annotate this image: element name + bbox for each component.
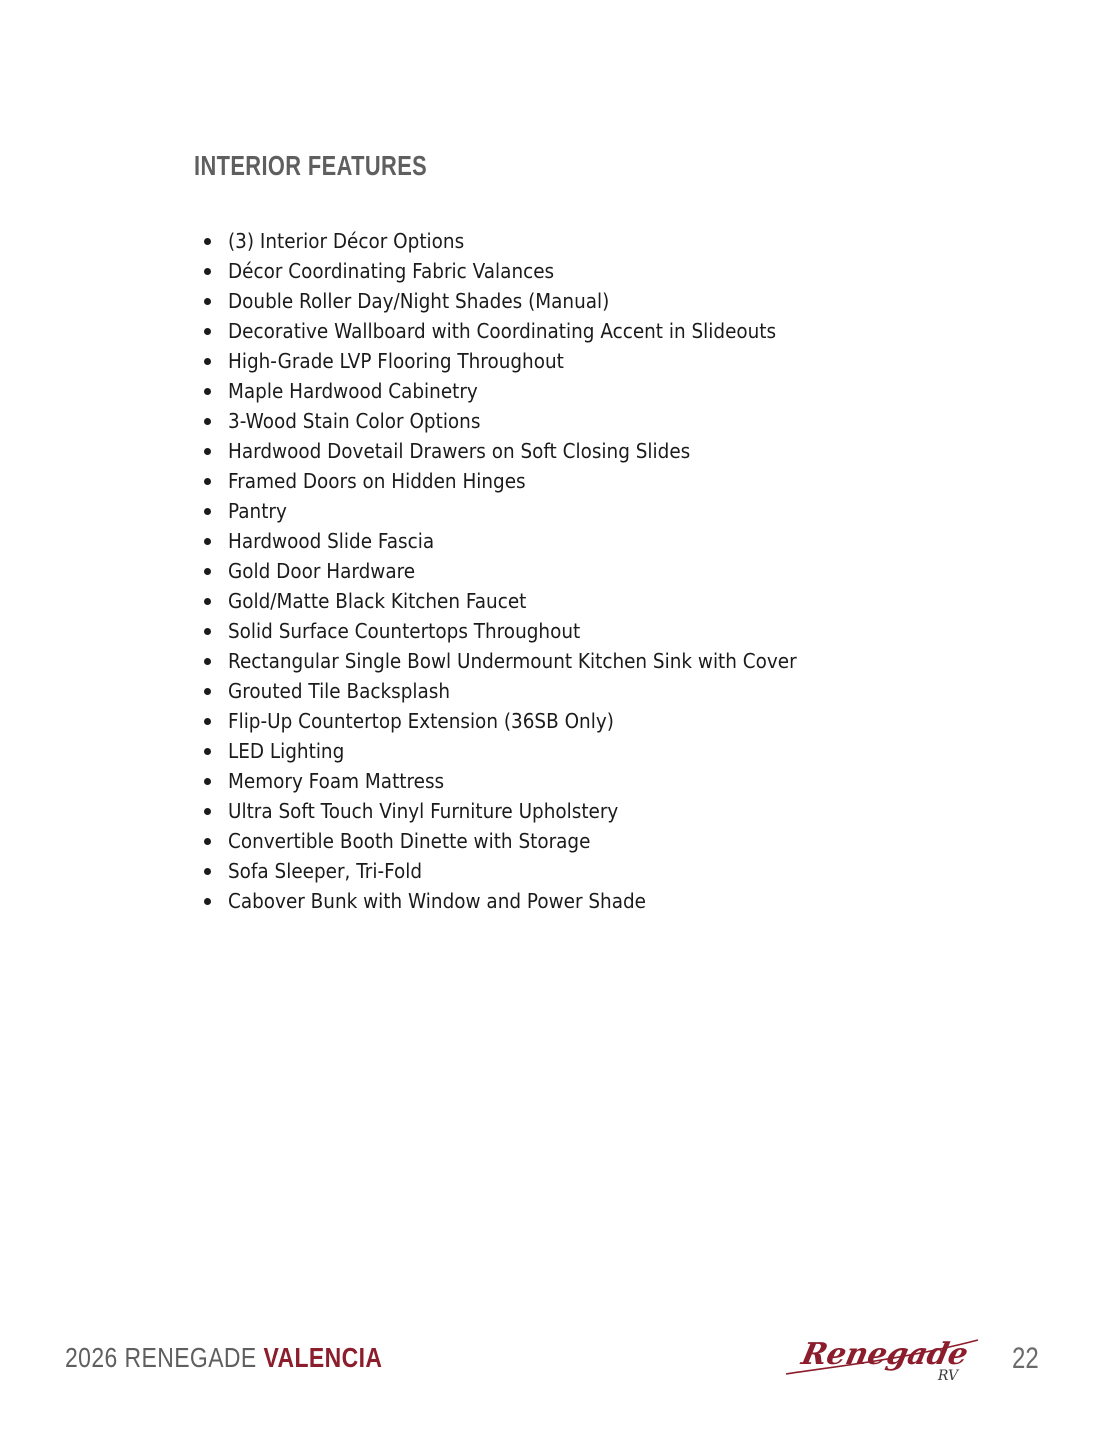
bullet-icon (204, 868, 211, 875)
bullet-icon (204, 538, 211, 545)
feature-text: LED Lighting (228, 739, 345, 763)
bullet-icon (204, 598, 211, 605)
feature-text: Maple Hardwood Cabinetry (228, 379, 478, 403)
page-number: 22 (1012, 1342, 1039, 1375)
feature-list-item (200, 646, 846, 676)
feature-list-item (200, 376, 846, 406)
feature-list-item (200, 556, 846, 586)
feature-list-item (200, 406, 846, 436)
feature-list (200, 226, 846, 916)
feature-text: 3-Wood Stain Color Options (228, 409, 481, 433)
feature-text: Solid Surface Countertops Throughout (228, 619, 581, 643)
bullet-icon (204, 748, 211, 755)
feature-text: Gold/Matte Black Kitchen Faucet (228, 589, 527, 613)
feature-list-item (200, 466, 846, 496)
feature-text: Sofa Sleeper, Tri-Fold (228, 859, 423, 883)
bullet-icon (204, 478, 211, 485)
feature-list-item (200, 826, 846, 856)
feature-text: High-Grade LVP Flooring Throughout (228, 349, 564, 373)
feature-text: Grouted Tile Backsplash (228, 679, 451, 703)
bullet-icon (204, 448, 211, 455)
feature-list-item (200, 496, 846, 526)
feature-text: Framed Doors on Hidden Hinges (228, 469, 526, 493)
bullet-icon (204, 388, 211, 395)
logo-rv: RV (937, 1368, 959, 1384)
feature-list-item (200, 616, 846, 646)
feature-list-item (200, 436, 846, 466)
bullet-icon (204, 628, 211, 635)
feature-text: Hardwood Dovetail Drawers on Soft Closing Slides (228, 439, 691, 463)
feature-list-item (200, 856, 846, 886)
feature-text: Memory Foam Mattress (228, 769, 445, 793)
feature-text: Pantry (228, 499, 287, 523)
bullet-icon (204, 418, 211, 425)
feature-list-item (200, 706, 846, 736)
bullet-icon (204, 568, 211, 575)
section-title: INTERIOR FEATURES (194, 150, 428, 181)
bullet-icon (204, 718, 211, 725)
renegade-rv-logo (782, 1330, 982, 1386)
bullet-icon (204, 658, 211, 665)
feature-text: Convertible Booth Dinette with Storage (228, 829, 591, 853)
feature-list-item (200, 766, 846, 796)
feature-list-item (200, 886, 846, 916)
feature-text: Hardwood Slide Fascia (228, 529, 435, 553)
feature-list-item (200, 796, 846, 826)
feature-list-item (200, 586, 846, 616)
feature-list-item (200, 256, 846, 286)
bullet-icon (204, 898, 211, 905)
feature-text: Flip-Up Countertop Extension (36SB Only) (228, 709, 614, 733)
footer-title (65, 1342, 382, 1374)
bullet-icon (204, 508, 211, 515)
feature-text: Decorative Wallboard with Coordinating Accent in Slideouts (228, 319, 777, 343)
bullet-icon (204, 688, 211, 695)
bullet-icon (204, 298, 211, 305)
bullet-icon (204, 808, 211, 815)
feature-list-item (200, 526, 846, 556)
feature-list-item (200, 676, 846, 706)
bullet-icon (204, 838, 211, 845)
feature-text: Gold Door Hardware (228, 559, 416, 583)
feature-text: Ultra Soft Touch Vinyl Furniture Upholstery (228, 799, 619, 823)
feature-list-item (200, 286, 846, 316)
feature-list-item (200, 736, 846, 766)
feature-text: (3) Interior Décor Options (228, 229, 465, 253)
bullet-icon (204, 328, 211, 335)
bullet-icon (204, 238, 211, 245)
bullet-icon (204, 358, 211, 365)
feature-list-item (200, 226, 846, 256)
bullet-icon (204, 778, 211, 785)
bullet-icon (204, 268, 211, 275)
feature-text: Double Roller Day/Night Shades (Manual) (228, 289, 610, 313)
footer-year-brand: 2026 RENEGADE (65, 1342, 257, 1373)
feature-list-item (200, 316, 846, 346)
feature-text: Rectangular Single Bowl Undermount Kitchen Sink with Cover (228, 649, 797, 673)
footer-model-name: VALENCIA (263, 1342, 383, 1373)
feature-text: Cabover Bunk with Window and Power Shade (228, 889, 646, 913)
logo-wordmark: Renegade (798, 1337, 972, 1372)
feature-text: Décor Coordinating Fabric Valances (228, 259, 555, 283)
feature-list-item (200, 346, 846, 376)
